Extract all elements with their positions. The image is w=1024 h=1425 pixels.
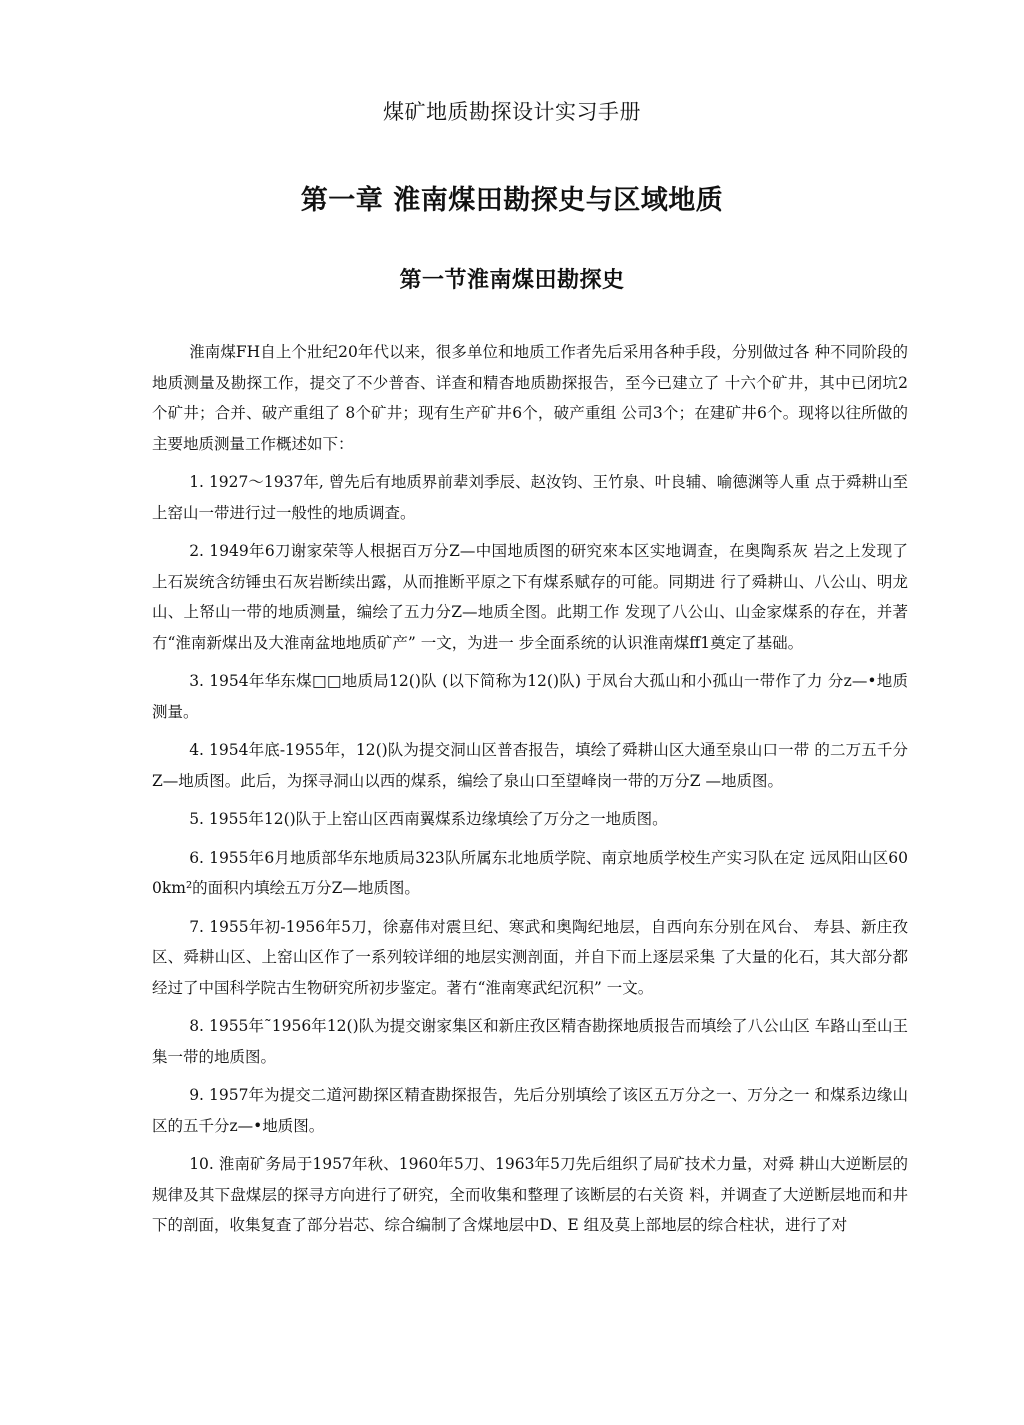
list-item [152,912,908,1004]
paragraph-intro [152,337,908,459]
list-item [152,1080,908,1141]
list-item [152,735,908,796]
list-item [152,843,908,904]
list-item [152,467,908,528]
paragraph-text: 淮南煤FH自上个壯纪20年代以来，很多单位和地质工作者先后采用各种手段，分别做过各 种不同阶段的地质测量及勘探工作，提交了不少普杳、详查和精杳地质勘探报告，至今已建立了 十六个矿井，其中已闭坑2个矿井；合并、破产重组了 8个矿井；现有生产矿井6个，破产重组 公司3个；在建矿井6个。现将以往所做的主要地质测量工作概述如下： [152,343,908,453]
list-item [152,1011,908,1072]
list-item-number: 3. [189,672,204,690]
list-item [152,804,908,835]
list-item-text: 淮南矿务局于1957年秋、1960年5刀、1963年5刀先后组织了局矿技术力量，对舜 耕山大逆断层的规律及其下盘煤层的探寻方向进行了研究，全而收集和整理了该断层的右关资 料，并调查了大逆断层地而和井下的剖面，收集复査了部分岩芯、综合编制了含煤地层中D、E 组及莫上部地层的综合柱状，进行了对 [152,1155,908,1234]
list-item-number: 10. [189,1155,214,1173]
list-item [152,1149,908,1241]
list-item-text: 1927～1937年, 曾先后有地质界前辈刘季辰、赵汝钧、王竹泉、叶良辅、喻德渊等人重 点于舜耕山至上窑山一带进行过一般性的地质调査。 [152,473,908,522]
list-item-text: 1955年6月地质部华东地质局323队所属东北地质学院、南京地质学校生产实习队在定 远凤阳山区600km²的面积内填绘五万分Z—地质图。 [152,848,909,897]
list-item-text: 1955年初-1956年5刀，徐嘉伟对震旦纪、寒武和奥陶纪地层，自西向东分别在风台、 寿县、新庄孜区、舜耕山区、上窑山区作了一系列较详细的地层实测剖面，并自下而上逐层采集 了大量的化石，其大部分都经过了中国科学院古生物研究所初步鉴定。著冇“淮南寒武纪沉积” 一文。 [152,917,908,997]
list-item [152,536,908,658]
list-item [152,666,908,727]
document-body [152,337,908,1249]
list-item-text: 1957年为提交二道河勘探区精査勘探报告，先后分别填绘了该区五万分之一、万分之一 和煤系边缘山区的五千分z—•地质图。 [152,1086,908,1135]
list-item-number: 9. [189,1086,204,1104]
document-title: 煤矿地质勘探设计实习手册 [383,100,641,124]
list-item-number: 4. [189,741,204,759]
list-item-number: 2. [189,542,204,560]
list-item-text: 1955年˜1956年12()队为提交谢家集区和新庄孜区精杳勘探地质报告而填绘了八公山区 车路山至山王集一带的地质图。 [152,1017,908,1066]
list-item-number: 8. [189,1017,204,1035]
list-item-number: 6. [189,848,204,867]
chapter-title: 第一章 淮南煤田勘探史与区域地质 [300,185,724,216]
list-item-number: 7. [189,917,204,936]
list-item-text: 1949年6刀谢家荣等人根据百万分Z—中国地质图的研究來本区实地调查，在奥陶系灰 岩之上发现了上石炭统含纺锤虫石灰岩断续出露，从而推断平原之下有煤系赋存的可能。同期进 行了舜耕山、八公山、明龙山、上帑山一带的地质测量，编绘了五力分Z—地质全图。此期工作 发现了八公山、山金家煤系的存在，并著冇“淮南新煤出及大淮南盆地地质矿产” 一文，为进一 步全面系统的认识淮南煤ff1奠定了基础。 [152,542,908,652]
list-item-text: 1955年12()队于上窑山区西南翼煤系边缘填绘了万分之一地质图。 [208,810,668,828]
list-item-number: 1. [189,473,204,491]
section-title: 第一节淮南煤田勘探史 [399,268,625,293]
list-item-number: 5. [189,810,204,828]
list-item-text: 1954年底-1955年，12()队为提交洞山区普杳报告，填绘了舜耕山区大通至泉山口一带 的二万五千分Z—地质图。此后，为探寻洞山以西的煤系，编绘了泉山口至望峰岗一带的万分Z —地质图。 [152,741,908,790]
list-item-text: 1954年华东煤□□地质局12()队 (以下简称为12()队) 于凤台大孤山和小孤山一带作了力 分z—•地质测量。 [152,672,908,721]
